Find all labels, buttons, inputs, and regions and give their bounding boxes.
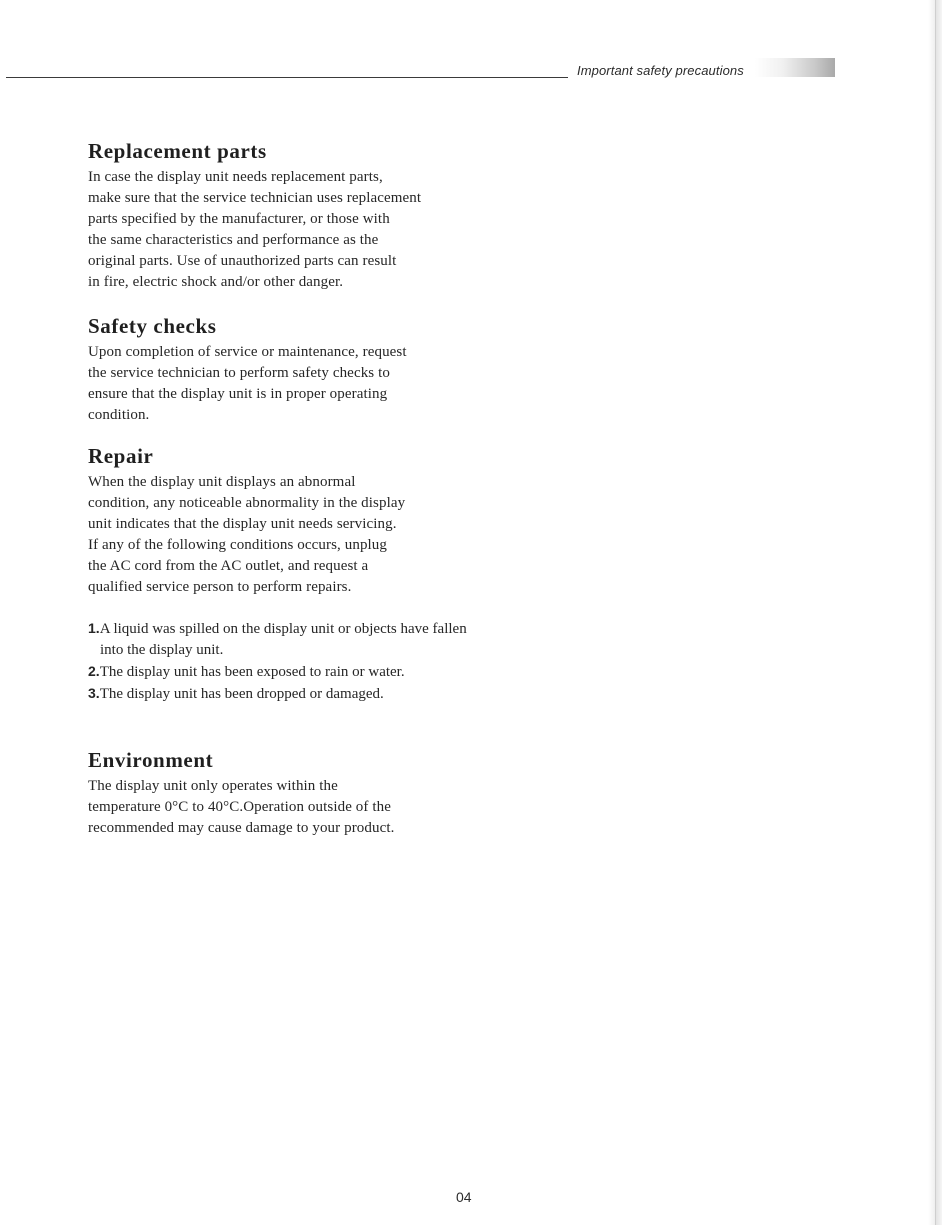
- list-item-number: 2.: [88, 663, 100, 679]
- page-content: [88, 138, 488, 839]
- header-title: Important safety precautions: [577, 63, 744, 78]
- list-item-text: The display unit has been dropped or damaged.: [99, 686, 384, 702]
- section-title-environment: Environment: [88, 748, 214, 772]
- list-item-number: 3.: [88, 685, 100, 701]
- section-title-replacement-parts: Replacement parts: [88, 139, 267, 163]
- header-gradient-bar: [755, 58, 835, 77]
- section-title-repair: Repair: [88, 444, 154, 468]
- page-edge-line: [935, 0, 936, 1225]
- section-replacement-parts: [88, 138, 488, 293]
- repair-conditions-list: [88, 618, 488, 705]
- section-repair: [88, 443, 488, 705]
- section-body-environment: The display unit only operates within the temperature 0°C to 40°C.Operation outside of the recommended may cause damage to your product.: [88, 778, 395, 836]
- section-body-safety-checks: Upon completion of service or maintenance, request the service technician to perform safety checks to ensure that the display unit is in proper operating condition.: [88, 344, 407, 423]
- list-item-text: The display unit has been exposed to rain or water.: [99, 664, 405, 680]
- list-item-text: A liquid was spilled on the display unit or objects have fallen into the display unit.: [99, 621, 467, 658]
- section-body-repair: When the display unit displays an abnormal condition, any noticeable abnormality in the display unit indicates that the display unit needs servicing. If any of the following conditions occurs, unplug the AC cord from the AC outlet, and request a qualified service person to perform repairs.: [88, 474, 406, 595]
- list-item: [88, 683, 488, 705]
- section-environment: [88, 747, 488, 839]
- list-item-number: 1.: [88, 620, 100, 636]
- section-safety-checks: [88, 313, 488, 426]
- list-item: [88, 661, 488, 683]
- list-item: [88, 618, 488, 661]
- section-title-safety-checks: Safety checks: [88, 314, 217, 338]
- page-number: 04: [456, 1189, 472, 1205]
- header-rule: [6, 77, 568, 78]
- section-body-replacement-parts: In case the display unit needs replacement parts, make sure that the service technician uses replacement parts specified by the manufacturer, or those with the same characteristics and performance as the original parts. Use of unauthorized parts can result in fire, electric shock and/or other danger.: [88, 169, 422, 290]
